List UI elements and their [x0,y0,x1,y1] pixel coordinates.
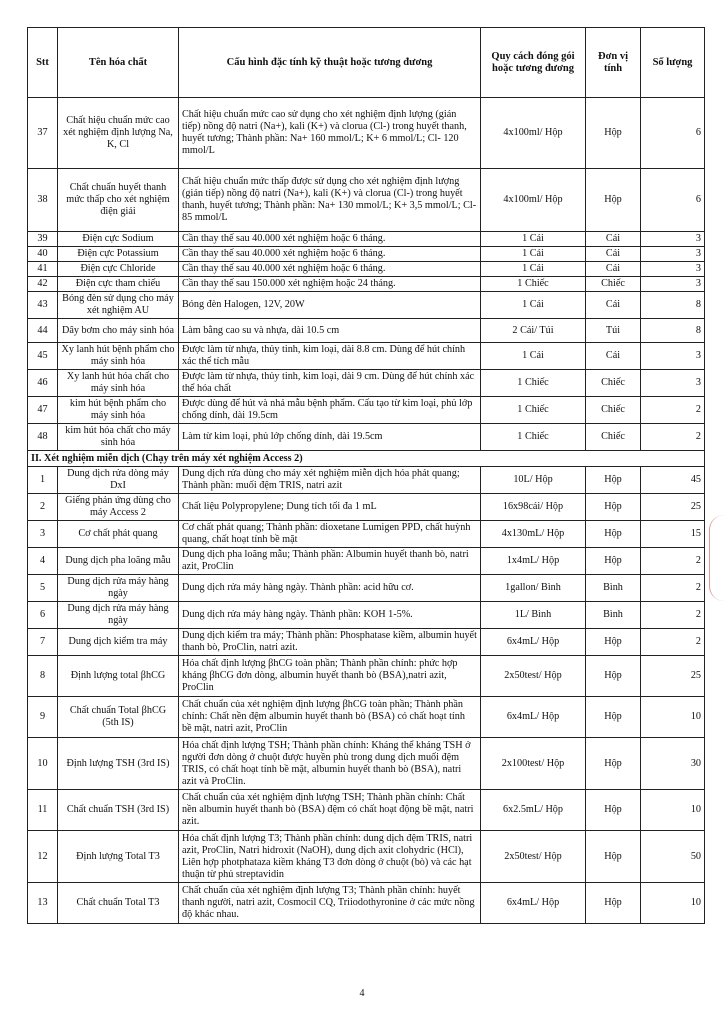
cell-unit: Túi [586,319,641,343]
cell-unit: Hộp [586,697,641,738]
cell-spec: Hóa chất định lượng T3; Thành phần chính: dung dịch đệm TRIS, natri azit, ProClin, Natri hidroxit (NaOH), dung dịch axit clohydric (HCl), Liên hợp photphataza kiềm kháng T3 đơn dòng ở chuột (bò) và các hạt thuận từ phủ streptavidin [179,831,481,883]
cell-qty: 8 [641,319,705,343]
table-row [28,521,705,548]
cell-spec: Hóa chất định lượng βhCG toàn phần; Thành phần chính: phức hợp kháng βhCG đơn dòng, albumin huyết thanh bò (BSA),natri azit, ProClin [179,656,481,697]
table-row [28,548,705,575]
table-row [28,343,705,370]
cell-name: Dung dịch pha loãng mẫu [58,548,179,575]
table-row [28,247,705,262]
cell-spec: Chất liệu Polypropylene; Dung tích tối đa 1 mL [179,494,481,521]
cell-unit: Hộp [586,883,641,924]
cell-name: Cơ chất phát quang [58,521,179,548]
cell-pack: 2x50test/ Hộp [481,831,586,883]
cell-qty: 45 [641,467,705,494]
cell-name: kim hút hóa chất cho máy sinh hóa [58,424,179,451]
cell-qty: 10 [641,697,705,738]
cell-name: Dung dịch kiểm tra máy [58,629,179,656]
cell-name: Điện cực tham chiếu [58,277,179,292]
cell-unit: Cái [586,247,641,262]
cell-stt: 2 [28,494,58,521]
table-row [28,467,705,494]
cell-unit: Hộp [586,548,641,575]
cell-spec: Cần thay thế sau 40.000 xét nghiệm hoặc 6 tháng. [179,232,481,247]
table-row [28,602,705,629]
cell-pack: 6x4mL/ Hộp [481,883,586,924]
cell-pack: 2 Cái/ Túi [481,319,586,343]
table-row [28,831,705,883]
table-header-row [28,28,705,98]
cell-unit: Hộp [586,831,641,883]
cell-pack: 1 Chiếc [481,277,586,292]
table-row [28,790,705,831]
table-row [28,98,705,169]
chemical-list-table [27,27,705,924]
cell-unit: Chiếc [586,277,641,292]
cell-qty: 2 [641,548,705,575]
cell-qty: 6 [641,98,705,169]
table-row [28,656,705,697]
cell-pack: 1 Chiếc [481,370,586,397]
cell-name: Điện cực Potassium [58,247,179,262]
table-row [28,424,705,451]
cell-spec: Chất hiệu chuẩn mức thấp được sử dụng cho xét nghiệm định lượng (gián tiếp) nồng độ natri (Na+), kali (K+) và clorua (Cl-) trong huyết thanh, huyết tương; Thành phần: Na+ 130 mmol/L; K+ 3,5 mmol/L; Cl- 85 mmol/L [179,169,481,232]
cell-stt: 46 [28,370,58,397]
table-row [28,277,705,292]
cell-stt: 38 [28,169,58,232]
cell-unit: Chiếc [586,397,641,424]
cell-unit: Chiếc [586,370,641,397]
cell-pack: 4x130mL/ Hộp [481,521,586,548]
cell-qty: 50 [641,831,705,883]
cell-spec: Cần thay thế sau 40.000 xét nghiệm hoặc 6 tháng. [179,262,481,277]
cell-spec: Dung dịch rửa dùng cho máy xét nghiệm miễn dịch hóa phát quang; Thành phần: muối đệm TRIS, natri azit [179,467,481,494]
cell-pack: 1 Cái [481,262,586,277]
cell-qty: 3 [641,232,705,247]
cell-unit: Hộp [586,629,641,656]
cell-spec: Dung dịch rửa máy hàng ngày. Thành phần: acid hữu cơ. [179,575,481,602]
cell-stt: 8 [28,656,58,697]
cell-qty: 3 [641,277,705,292]
cell-stt: 4 [28,548,58,575]
cell-pack: 1x4mL/ Hộp [481,548,586,575]
cell-stt: 44 [28,319,58,343]
header-name: Tên hóa chất [58,28,179,98]
cell-qty: 15 [641,521,705,548]
cell-qty: 30 [641,738,705,790]
cell-qty: 3 [641,262,705,277]
cell-stt: 11 [28,790,58,831]
cell-unit: Cái [586,292,641,319]
cell-name: Định lượng Total T3 [58,831,179,883]
cell-qty: 25 [641,656,705,697]
cell-name: Chất chuẩn TSH (3rd IS) [58,790,179,831]
cell-name: Điện cực Sodium [58,232,179,247]
cell-pack: 1 Chiếc [481,424,586,451]
table-body [28,98,705,924]
cell-spec: Chất chuẩn của xét nghiệm định lượng TSH; Thành phần chính: Chất nền albumin huyết thanh bò (BSA) đệm có chất hoạt động bề mặt, natri azit. [179,790,481,831]
cell-qty: 3 [641,247,705,262]
table-row [28,292,705,319]
cell-stt: 41 [28,262,58,277]
cell-pack: 2x100test/ Hộp [481,738,586,790]
cell-unit: Hộp [586,656,641,697]
cell-spec: Được làm từ nhựa, thủy tinh, kim loại, dài 8.8 cm. Dùng để hút chính xác thể tích mẫu [179,343,481,370]
cell-unit: Hộp [586,98,641,169]
cell-name: Định lượng total βhCG [58,656,179,697]
cell-unit: Hộp [586,521,641,548]
cell-spec: Bóng đèn Halogen, 12V, 20W [179,292,481,319]
table-row [28,575,705,602]
cell-spec: Cần thay thế sau 150.000 xét nghiệm hoặc 24 tháng. [179,277,481,292]
table-row [28,494,705,521]
cell-stt: 39 [28,232,58,247]
cell-name: Xy lanh hút bệnh phẩm cho máy sinh hóa [58,343,179,370]
cell-pack: 10L/ Hộp [481,467,586,494]
cell-pack: 1gallon/ Bình [481,575,586,602]
cell-name: kim hút bệnh phẩm cho máy sinh hóa [58,397,179,424]
cell-pack: 4x100ml/ Hộp [481,169,586,232]
cell-spec: Làm từ kim loại, phủ lớp chống dính, dài 19.5cm [179,424,481,451]
cell-unit: Hộp [586,494,641,521]
cell-qty: 2 [641,424,705,451]
cell-name: Xy lanh hút hóa chất cho máy sinh hóa [58,370,179,397]
cell-qty: 3 [641,343,705,370]
cell-name: Dung dịch rửa dòng máy DxI [58,467,179,494]
cell-name: Chất hiệu chuẩn mức cao xét nghiệm định lượng Na, K, Cl [58,98,179,169]
cell-qty: 2 [641,602,705,629]
header-spec: Cấu hình đặc tính kỹ thuật hoặc tương đương [179,28,481,98]
cell-name: Dung dịch rửa máy hàng ngày [58,575,179,602]
table-row [28,397,705,424]
cell-name: Dung dịch rửa máy hàng ngày [58,602,179,629]
cell-unit: Bình [586,602,641,629]
cell-stt: 10 [28,738,58,790]
cell-stt: 40 [28,247,58,262]
cell-unit: Hộp [586,790,641,831]
cell-qty: 6 [641,169,705,232]
cell-unit: Cái [586,343,641,370]
cell-pack: 6x4mL/ Hộp [481,697,586,738]
cell-spec: Dung dịch pha loãng mẫu; Thành phần: Albumin huyết thanh bò, natri azit, ProClin [179,548,481,575]
cell-unit: Chiếc [586,424,641,451]
header-stt: Stt [28,28,58,98]
cell-spec: Chất hiệu chuẩn mức cao sử dụng cho xét nghiệm định lượng (gián tiếp) nồng độ natri (Na+), kali (K+) và clorua (Cl-) trong huyết thanh, huyết tương; Thành phần: Na+ 160 mmol/L; K+ 6 mmol/L; Cl- 120 mmol/L [179,98,481,169]
cell-name: Chất chuẩn huyết thanh mức thấp cho xét nghiệm điện giải [58,169,179,232]
cell-stt: 6 [28,602,58,629]
cell-qty: 10 [641,790,705,831]
cell-name: Định lượng TSH (3rd IS) [58,738,179,790]
table-row [28,319,705,343]
cell-spec: Dung dịch rửa máy hàng ngày. Thành phần: KOH 1-5%. [179,602,481,629]
cell-qty: 8 [641,292,705,319]
table-row [28,738,705,790]
section-title: II. Xét nghiệm miễn dịch (Chạy trên máy xét nghiệm Access 2) [28,451,705,467]
cell-stt: 37 [28,98,58,169]
cell-stt: 43 [28,292,58,319]
cell-spec: Cơ chất phát quang; Thành phần: dioxetane Lumigen PPD, chất huỳnh quang, chất hoạt tính bề mặt [179,521,481,548]
cell-pack: 16x98cái/ Hộp [481,494,586,521]
table-row [28,629,705,656]
cell-pack: 6x4mL/ Hộp [481,629,586,656]
cell-name: Giếng phản ứng dùng cho máy Access 2 [58,494,179,521]
cell-name: Chất chuẩn Total βhCG (5th IS) [58,697,179,738]
cell-pack: 2x50test/ Hộp [481,656,586,697]
header-unit: Đơn vị tính [586,28,641,98]
cell-spec: Chất chuẩn của xét nghiệm định lượng T3; Thành phần chính: huyết thanh người, natri azit, Cosmocil CQ, Triiodothyronine ở các mức nồng độ khác nhau. [179,883,481,924]
cell-spec: Làm bằng cao su và nhựa, dài 10.5 cm [179,319,481,343]
cell-qty: 2 [641,575,705,602]
cell-stt: 7 [28,629,58,656]
cell-name: Điện cực Chloride [58,262,179,277]
table-row [28,883,705,924]
header-qty: Số lượng [641,28,705,98]
cell-unit: Cái [586,232,641,247]
cell-qty: 10 [641,883,705,924]
table-row [28,697,705,738]
header-pack: Quy cách đóng gói hoặc tương đương [481,28,586,98]
cell-stt: 42 [28,277,58,292]
table-row [28,370,705,397]
cell-pack: 6x2.5mL/ Hộp [481,790,586,831]
cell-unit: Hộp [586,169,641,232]
cell-spec: Dung dịch kiểm tra máy; Thành phần: Phosphatase kiềm, albumin huyết thanh bò, ProClin, natri azit. [179,629,481,656]
cell-spec: Chất chuẩn của xét nghiệm định lượng βhCG toàn phần; Thành phần chính: Chất nền đệm albumin huyết thanh bò (BSA) có chất hoạt tính bề mặt, natri azit, ProClin [179,697,481,738]
red-stamp-mark [709,515,724,601]
cell-stt: 45 [28,343,58,370]
cell-qty: 2 [641,629,705,656]
cell-pack: 1 Cái [481,343,586,370]
cell-stt: 9 [28,697,58,738]
cell-stt: 12 [28,831,58,883]
cell-stt: 1 [28,467,58,494]
cell-pack: 1 Cái [481,292,586,319]
cell-stt: 48 [28,424,58,451]
cell-qty: 2 [641,397,705,424]
cell-pack: 1L/ Bình [481,602,586,629]
table-row [28,232,705,247]
cell-name: Chất chuẩn Total T3 [58,883,179,924]
cell-pack: 4x100ml/ Hộp [481,98,586,169]
section-row [28,451,705,467]
cell-pack: 1 Cái [481,247,586,262]
table-row [28,169,705,232]
cell-name: Dây bơm cho máy sinh hóa [58,319,179,343]
cell-stt: 47 [28,397,58,424]
cell-unit: Hộp [586,467,641,494]
cell-unit: Bình [586,575,641,602]
cell-name: Bóng đèn sử dụng cho máy xét nghiệm AU [58,292,179,319]
cell-spec: Được làm từ nhựa, thủy tinh, kim loại, dài 9 cm. Dùng để hút chính xác thể hóa chất [179,370,481,397]
cell-unit: Cái [586,262,641,277]
cell-pack: 1 Chiếc [481,397,586,424]
table-row [28,262,705,277]
cell-unit: Hộp [586,738,641,790]
cell-qty: 3 [641,370,705,397]
cell-stt: 5 [28,575,58,602]
cell-pack: 1 Cái [481,232,586,247]
page-number: 4 [359,988,365,999]
cell-stt: 3 [28,521,58,548]
cell-qty: 25 [641,494,705,521]
cell-spec: Hóa chất định lượng TSH; Thành phần chính: Kháng thể kháng TSH ở người đơn dòng ở chuột được huyền phù trong dung dịch muối đệm TRIS, có chất hoạt tính bề mặt, albumin huyết thanh bò (BSA), natri azit và ProClin. [179,738,481,790]
cell-spec: Cần thay thế sau 40.000 xét nghiệm hoặc 6 tháng. [179,247,481,262]
cell-spec: Được dùng để hút và nhả mẫu bệnh phẩm. Cấu tạo từ kim loại, phủ lớp chống dính, dài 19.5cm [179,397,481,424]
cell-stt: 13 [28,883,58,924]
